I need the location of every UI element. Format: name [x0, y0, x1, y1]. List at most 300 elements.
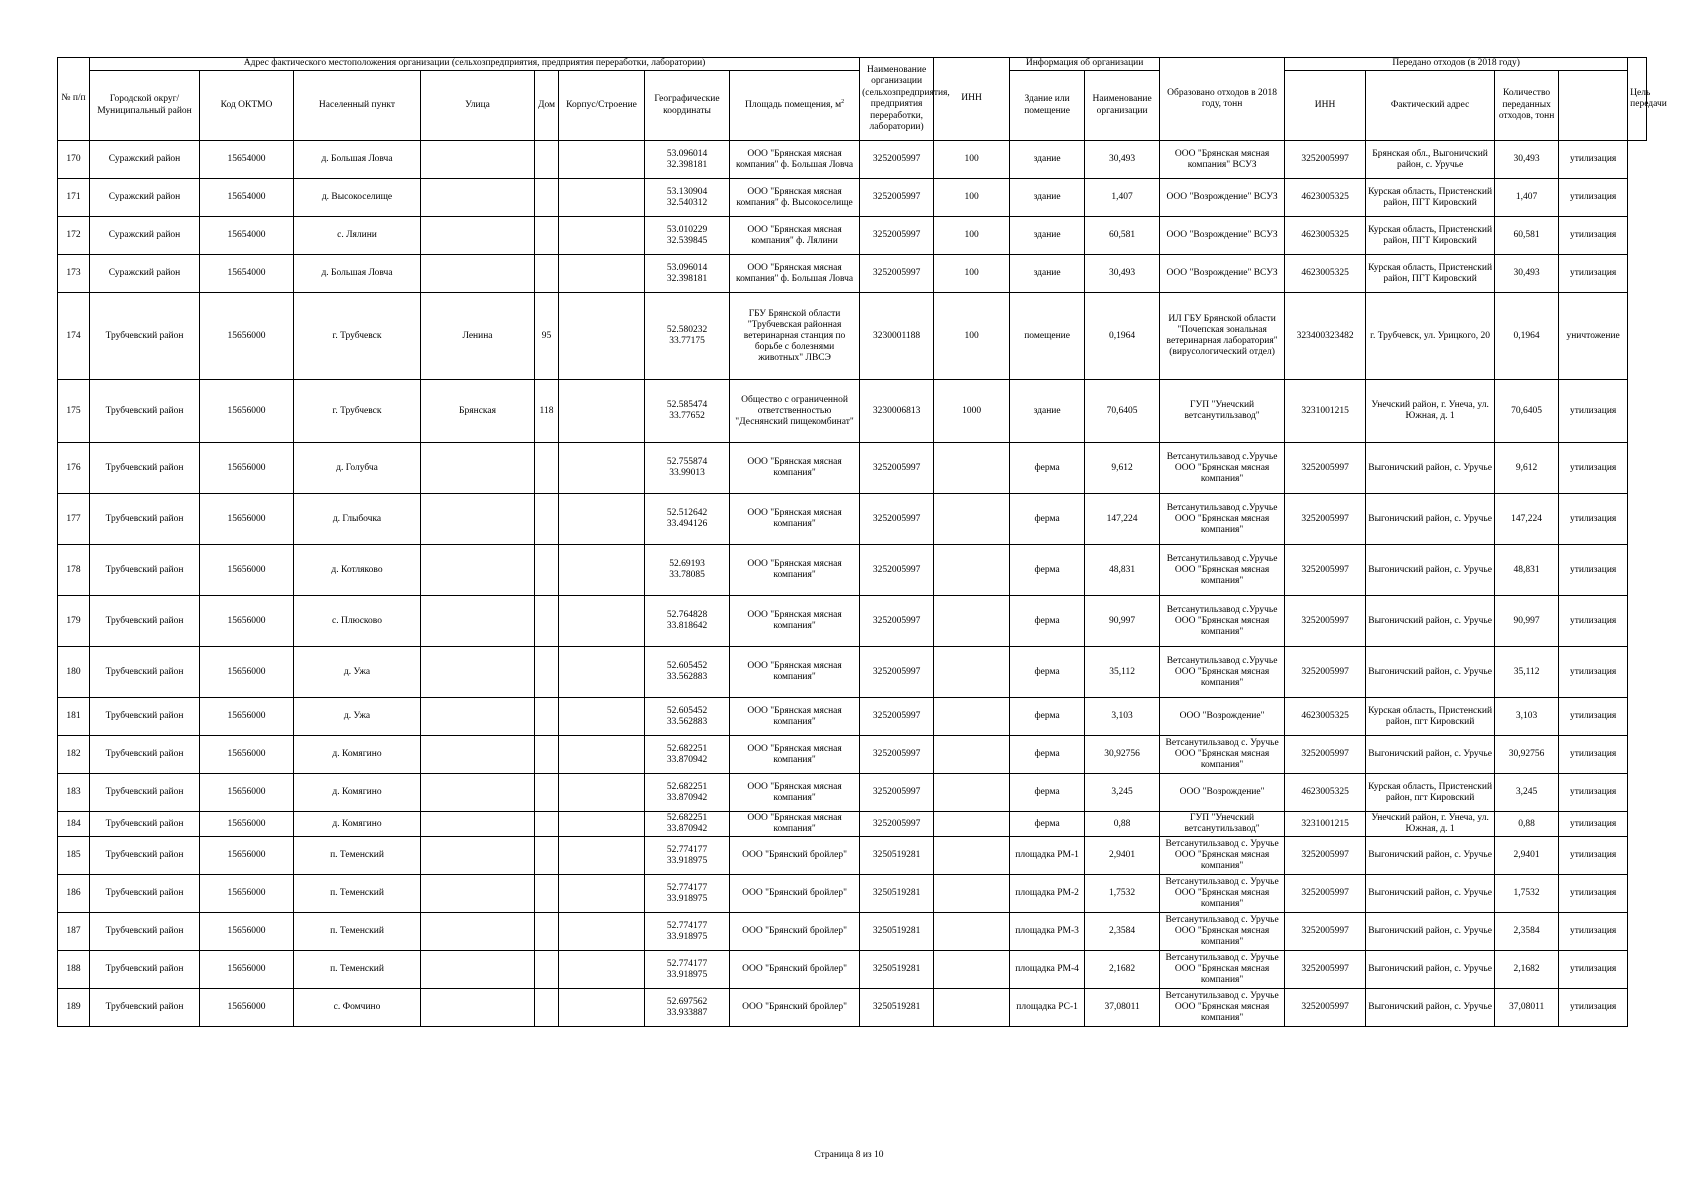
- cell-settlement: д. Большая Ловча: [294, 255, 421, 293]
- cell-n: 186: [58, 875, 90, 913]
- cell-area: [934, 443, 1010, 494]
- cell-oktmo: 15656000: [200, 494, 294, 545]
- table-row: [58, 255, 1647, 293]
- cell-premise: ферма: [1010, 596, 1085, 647]
- cell-district: Суражский район: [90, 179, 200, 217]
- cell-premise: площадка РМ-1: [1010, 837, 1085, 875]
- cell-recv: ООО "Возрождение" ВСУЗ: [1160, 217, 1285, 255]
- cell-n: 172: [58, 217, 90, 255]
- cell-n: 179: [58, 596, 90, 647]
- cell-lat: 53.096014: [666, 262, 708, 273]
- cell-area: 100: [934, 217, 1010, 255]
- cell-qty: 2,9401: [1495, 837, 1559, 875]
- cell-oktmo: 15656000: [200, 698, 294, 736]
- table-row: [58, 443, 1647, 494]
- cell-org: ООО "Брянский бройлер": [730, 951, 860, 989]
- cell-formed: 90,997: [1085, 596, 1160, 647]
- cell-formed: 2,3584: [1085, 913, 1160, 951]
- cell-street: Брянская: [421, 380, 535, 443]
- cell-recv-addr: Выгоничский район, с. Уручье: [1366, 875, 1495, 913]
- cell-recv-addr: Выгоничский район, с. Уручье: [1366, 443, 1495, 494]
- cell-recv-addr: г. Трубчевск, ул. Урицкого, 20: [1366, 293, 1495, 380]
- cell-coords: [645, 913, 730, 951]
- cell-area: [934, 698, 1010, 736]
- cell-oktmo: 15656000: [200, 875, 294, 913]
- cell-n: 183: [58, 774, 90, 812]
- cell-formed: 48,831: [1085, 545, 1160, 596]
- cell-n: 180: [58, 647, 90, 698]
- cell-house: [535, 179, 559, 217]
- cell-coords: [645, 217, 730, 255]
- cell-formed: 2,1682: [1085, 951, 1160, 989]
- cell-purpose: утилизация: [1559, 913, 1628, 951]
- cell-n: 176: [58, 443, 90, 494]
- cell-formed: 30,493: [1085, 141, 1160, 179]
- cell-recv-inn: 3252005997: [1285, 837, 1366, 875]
- cell-recv-addr: Выгоничский район, с. Уручье: [1366, 989, 1495, 1027]
- cell-recv: Ветсанутильзавод с.Уручье ООО "Брянская мясная компания": [1160, 596, 1285, 647]
- cell-building: [559, 837, 645, 875]
- cell-org: ООО "Брянская мясная компания" ф. Большая Ловча: [730, 255, 860, 293]
- cell-settlement: с. Фомчино: [294, 989, 421, 1027]
- cell-premise: ферма: [1010, 494, 1085, 545]
- cell-district: Трубчевский район: [90, 494, 200, 545]
- cell-house: [535, 494, 559, 545]
- cell-settlement: д. Комягино: [294, 812, 421, 837]
- cell-recv-addr: Курская область, Пристенский район, ПГТ Кировский: [1366, 179, 1495, 217]
- header-num: № п/п: [58, 58, 90, 141]
- cell-house: [535, 774, 559, 812]
- cell-coords: [645, 596, 730, 647]
- cell-building: [559, 951, 645, 989]
- cell-recv-inn: 4623005325: [1285, 179, 1366, 217]
- cell-purpose: утилизация: [1559, 698, 1628, 736]
- cell-lat: 52.69193: [669, 559, 705, 569]
- cell-n: 173: [58, 255, 90, 293]
- cell-recv-addr: Курская область, Пристенский район, пгт Кировский: [1366, 774, 1495, 812]
- cell-building: [559, 774, 645, 812]
- cell-inn: 3252005997: [860, 255, 934, 293]
- cell-building: [559, 698, 645, 736]
- cell-oktmo: 15654000: [200, 217, 294, 255]
- cell-premise: здание: [1010, 255, 1085, 293]
- cell-purpose: утилизация: [1559, 812, 1628, 837]
- cell-house: [535, 989, 559, 1027]
- cell-district: Суражский район: [90, 217, 200, 255]
- cell-house: [535, 951, 559, 989]
- cell-qty: 9,612: [1495, 443, 1559, 494]
- cell-recv-addr: Выгоничский район, с. Уручье: [1366, 545, 1495, 596]
- cell-org: ООО "Брянская мясная компания": [730, 494, 860, 545]
- cell-oktmo: 15656000: [200, 596, 294, 647]
- cell-n: 187: [58, 913, 90, 951]
- cell-premise: ферма: [1010, 647, 1085, 698]
- cell-recv-inn: 4623005325: [1285, 698, 1366, 736]
- cell-house: 118: [535, 380, 559, 443]
- cell-coords: [645, 293, 730, 380]
- cell-recv-addr: Выгоничский район, с. Уручье: [1366, 913, 1495, 951]
- cell-lon: 33.933887: [666, 1007, 708, 1018]
- cell-recv-addr: Выгоничский район, с. Уручье: [1366, 951, 1495, 989]
- cell-qty: 1,7532: [1495, 875, 1559, 913]
- cell-lon: 33.818642: [666, 621, 708, 631]
- cell-street: [421, 494, 535, 545]
- cell-recv: Ветсанутильзавод с. Уручье ООО "Брянская мясная компания": [1160, 951, 1285, 989]
- cell-building: [559, 443, 645, 494]
- cell-premise: ферма: [1010, 545, 1085, 596]
- cell-inn: 3252005997: [860, 774, 934, 812]
- cell-recv-inn: 3252005997: [1285, 951, 1366, 989]
- cell-settlement: д. Комягино: [294, 774, 421, 812]
- cell-building: [559, 255, 645, 293]
- cell-district: Трубчевский район: [90, 293, 200, 380]
- cell-street: [421, 837, 535, 875]
- cell-premise: площадка РМ-4: [1010, 951, 1085, 989]
- cell-oktmo: 15654000: [200, 179, 294, 217]
- cell-area: 100: [934, 141, 1010, 179]
- cell-lon: 33.77175: [669, 336, 705, 346]
- cell-n: 174: [58, 293, 90, 380]
- cell-formed: 30,493: [1085, 255, 1160, 293]
- cell-street: [421, 255, 535, 293]
- cell-purpose: утилизация: [1559, 951, 1628, 989]
- cell-inn: 3250519281: [860, 875, 934, 913]
- cell-street: [421, 647, 535, 698]
- header-recv-addr: Фактический адрес: [1366, 71, 1495, 141]
- cell-coords: [645, 494, 730, 545]
- cell-formed: 1,7532: [1085, 875, 1160, 913]
- cell-recv: Ветсанутильзавод с. Уручье ООО "Брянская мясная компания": [1160, 913, 1285, 951]
- cell-n: 178: [58, 545, 90, 596]
- cell-qty: 0,1964: [1495, 293, 1559, 380]
- cell-purpose: утилизация: [1559, 141, 1628, 179]
- cell-coords: [645, 443, 730, 494]
- cell-qty: 2,1682: [1495, 951, 1559, 989]
- cell-recv-addr: Унечский район, г. Унеча, ул. Южная, д. 1: [1366, 812, 1495, 837]
- cell-area: [934, 875, 1010, 913]
- cell-n: 182: [58, 736, 90, 774]
- cell-area: [934, 545, 1010, 596]
- cell-area: [934, 989, 1010, 1027]
- cell-recv: ООО "Возрождение" ВСУЗ: [1160, 179, 1285, 217]
- cell-recv: Ветсанутильзавод с. Уручье ООО "Брянская мясная компания": [1160, 736, 1285, 774]
- cell-area: [934, 913, 1010, 951]
- cell-coords: [645, 141, 730, 179]
- header-group-transferred: Передано отходов (в 2018 году): [1285, 58, 1628, 71]
- cell-n: 185: [58, 837, 90, 875]
- cell-street: [421, 141, 535, 179]
- cell-house: [535, 217, 559, 255]
- header-group-org-info: Информация об организации: [1010, 58, 1160, 71]
- table-row: [58, 596, 1647, 647]
- cell-oktmo: 15656000: [200, 989, 294, 1027]
- cell-oktmo: 15656000: [200, 774, 294, 812]
- cell-area: [934, 812, 1010, 837]
- cell-formed: 1,407: [1085, 179, 1160, 217]
- cell-street: [421, 698, 535, 736]
- cell-formed: 3,103: [1085, 698, 1160, 736]
- cell-purpose: утилизация: [1559, 647, 1628, 698]
- cell-coords: [645, 255, 730, 293]
- cell-recv-addr: Выгоничский район, с. Уручье: [1366, 494, 1495, 545]
- cell-qty: 60,581: [1495, 217, 1559, 255]
- cell-qty: 30,92756: [1495, 736, 1559, 774]
- cell-lat: 52.682251: [666, 813, 708, 823]
- table-body: [58, 141, 1647, 1027]
- cell-district: Трубчевский район: [90, 989, 200, 1027]
- table-row: [58, 951, 1647, 989]
- cell-house: [535, 545, 559, 596]
- cell-org: ООО "Брянская мясная компания": [730, 647, 860, 698]
- cell-inn: 3252005997: [860, 179, 934, 217]
- cell-inn: 3252005997: [860, 596, 934, 647]
- cell-oktmo: 15656000: [200, 736, 294, 774]
- header-oktmo: Код ОКТМО: [200, 71, 294, 141]
- cell-purpose: утилизация: [1559, 736, 1628, 774]
- cell-building: [559, 179, 645, 217]
- cell-house: [535, 647, 559, 698]
- table-row: [58, 217, 1647, 255]
- cell-formed: 37,08011: [1085, 989, 1160, 1027]
- cell-street: [421, 913, 535, 951]
- cell-coords: [645, 736, 730, 774]
- cell-district: Трубчевский район: [90, 545, 200, 596]
- cell-recv: Ветсанутильзавод с.Уручье ООО "Брянская мясная компания": [1160, 494, 1285, 545]
- cell-org: ООО "Брянская мясная компания": [730, 443, 860, 494]
- cell-house: [535, 875, 559, 913]
- cell-lat: 52.774177: [666, 844, 708, 855]
- cell-premise: ферма: [1010, 774, 1085, 812]
- cell-building: [559, 989, 645, 1027]
- cell-recv-inn: 3252005997: [1285, 989, 1366, 1027]
- cell-recv-inn: 3252005997: [1285, 545, 1366, 596]
- waste-table: [57, 57, 1667, 1027]
- cell-settlement: г. Трубчевск: [294, 380, 421, 443]
- cell-district: Трубчевский район: [90, 698, 200, 736]
- cell-street: [421, 596, 535, 647]
- cell-recv-inn: 323400323482: [1285, 293, 1366, 380]
- cell-building: [559, 141, 645, 179]
- cell-n: 184: [58, 812, 90, 837]
- cell-lon: 33.78085: [669, 570, 705, 580]
- cell-formed: 0,1964: [1085, 293, 1160, 380]
- document-page: [57, 57, 1667, 1027]
- cell-district: Трубчевский район: [90, 736, 200, 774]
- cell-qty: 0,88: [1495, 812, 1559, 837]
- cell-recv: Ветсанутильзавод с. Уручье ООО "Брянская мясная компания": [1160, 837, 1285, 875]
- cell-street: [421, 875, 535, 913]
- cell-lon: 32.540312: [666, 197, 708, 208]
- cell-district: Трубчевский район: [90, 812, 200, 837]
- header-district: Городской округ/Муниципальный район: [90, 71, 200, 141]
- cell-formed: 0,88: [1085, 812, 1160, 837]
- cell-inn: 3250519281: [860, 951, 934, 989]
- cell-qty: 90,997: [1495, 596, 1559, 647]
- cell-district: Трубчевский район: [90, 647, 200, 698]
- cell-recv-addr: Унечский район, г. Унеча, ул. Южная, д. 1: [1366, 380, 1495, 443]
- cell-recv-inn: 4623005325: [1285, 774, 1366, 812]
- cell-purpose: утилизация: [1559, 545, 1628, 596]
- cell-settlement: д. Глыбочка: [294, 494, 421, 545]
- cell-lon: 33.77652: [669, 411, 705, 421]
- cell-settlement: д. Ужа: [294, 647, 421, 698]
- cell-premise: здание: [1010, 141, 1085, 179]
- cell-org: ООО "Брянская мясная компания": [730, 774, 860, 812]
- cell-formed: 70,6405: [1085, 380, 1160, 443]
- table-row: [58, 812, 1647, 837]
- cell-premise: здание: [1010, 380, 1085, 443]
- cell-coords: [645, 951, 730, 989]
- cell-inn: 3250519281: [860, 913, 934, 951]
- cell-qty: 3,245: [1495, 774, 1559, 812]
- cell-area: 1000: [934, 380, 1010, 443]
- cell-n: 189: [58, 989, 90, 1027]
- cell-oktmo: 15654000: [200, 255, 294, 293]
- cell-settlement: с. Плюсково: [294, 596, 421, 647]
- cell-coords: [645, 989, 730, 1027]
- cell-building: [559, 596, 645, 647]
- cell-lon: 32.398181: [666, 273, 708, 284]
- table-row: [58, 736, 1647, 774]
- cell-qty: 147,224: [1495, 494, 1559, 545]
- cell-recv-addr: Брянская обл., Выгоничский район, с. Уручье: [1366, 141, 1495, 179]
- table-row: [58, 494, 1647, 545]
- cell-oktmo: 15656000: [200, 293, 294, 380]
- table-row: [58, 774, 1647, 812]
- cell-purpose: утилизация: [1559, 596, 1628, 647]
- cell-street: [421, 736, 535, 774]
- cell-area: 100: [934, 255, 1010, 293]
- cell-formed: 35,112: [1085, 647, 1160, 698]
- cell-premise: здание: [1010, 217, 1085, 255]
- cell-formed: 60,581: [1085, 217, 1160, 255]
- cell-area: 100: [934, 293, 1010, 380]
- cell-lon: 33.562883: [666, 716, 708, 727]
- cell-inn: 3252005997: [860, 812, 934, 837]
- cell-building: [559, 217, 645, 255]
- cell-premise: ферма: [1010, 443, 1085, 494]
- cell-inn: 3230006813: [860, 380, 934, 443]
- cell-recv-inn: 3252005997: [1285, 596, 1366, 647]
- cell-org: ООО "Брянская мясная компания": [730, 812, 860, 837]
- cell-oktmo: 15656000: [200, 545, 294, 596]
- cell-coords: [645, 837, 730, 875]
- cell-settlement: д. Большая Ловча: [294, 141, 421, 179]
- cell-formed: 30,92756: [1085, 736, 1160, 774]
- cell-org: Общество с ограниченной ответственностью "Деснянский пищекомбинат": [730, 380, 860, 443]
- cell-house: [535, 736, 559, 774]
- cell-recv: Ветсанутильзавод с.Уручье ООО "Брянская мясная компания": [1160, 647, 1285, 698]
- cell-qty: 3,103: [1495, 698, 1559, 736]
- cell-lon: 33.918975: [666, 969, 708, 980]
- cell-building: [559, 494, 645, 545]
- cell-district: Трубчевский район: [90, 596, 200, 647]
- cell-lon: 33.870942: [666, 824, 708, 834]
- cell-building: [559, 875, 645, 913]
- cell-premise: здание: [1010, 179, 1085, 217]
- cell-coords: [645, 875, 730, 913]
- cell-coords: [645, 812, 730, 837]
- cell-org: ООО "Брянский бройлер": [730, 875, 860, 913]
- cell-settlement: д. Высокоселище: [294, 179, 421, 217]
- cell-district: Трубчевский район: [90, 380, 200, 443]
- cell-district: Трубчевский район: [90, 837, 200, 875]
- cell-coords: [645, 380, 730, 443]
- cell-street: [421, 545, 535, 596]
- cell-district: Трубчевский район: [90, 951, 200, 989]
- cell-area: [934, 494, 1010, 545]
- cell-premise: ферма: [1010, 698, 1085, 736]
- cell-area: [934, 774, 1010, 812]
- cell-purpose: утилизация: [1559, 443, 1628, 494]
- cell-lat: 52.605452: [666, 705, 708, 716]
- cell-house: [535, 596, 559, 647]
- cell-purpose: утилизация: [1559, 837, 1628, 875]
- cell-qty: 37,08011: [1495, 989, 1559, 1027]
- cell-recv: Ветсанутильзавод с. Уручье ООО "Брянская мясная компания": [1160, 875, 1285, 913]
- cell-recv-inn: 3252005997: [1285, 913, 1366, 951]
- cell-lat: 53.130904: [666, 186, 708, 197]
- cell-street: [421, 951, 535, 989]
- cell-district: Трубчевский район: [90, 913, 200, 951]
- cell-purpose: утилизация: [1559, 255, 1628, 293]
- cell-purpose: утилизация: [1559, 989, 1628, 1027]
- cell-formed: 9,612: [1085, 443, 1160, 494]
- cell-settlement: д. Голубча: [294, 443, 421, 494]
- cell-lat: 52.512642: [666, 508, 708, 518]
- cell-formed: 147,224: [1085, 494, 1160, 545]
- cell-n: 177: [58, 494, 90, 545]
- header-house: Дом: [535, 71, 559, 141]
- cell-inn: 3250519281: [860, 989, 934, 1027]
- cell-district: Трубчевский район: [90, 875, 200, 913]
- header-street: Улица: [421, 71, 535, 141]
- cell-building: [559, 380, 645, 443]
- cell-recv-inn: 3252005997: [1285, 875, 1366, 913]
- cell-lat: 52.774177: [666, 958, 708, 969]
- cell-recv: Ветсанутильзавод с.Уручье ООО "Брянская мясная компания": [1160, 545, 1285, 596]
- cell-coords: [645, 545, 730, 596]
- cell-org: ООО "Брянская мясная компания": [730, 736, 860, 774]
- header-purpose: Цель передачи: [1628, 58, 1647, 141]
- cell-coords: [645, 179, 730, 217]
- cell-inn: 3252005997: [860, 217, 934, 255]
- cell-org: ООО "Брянский бройлер": [730, 837, 860, 875]
- header-coords: Географические координаты: [645, 71, 730, 141]
- cell-qty: 1,407: [1495, 179, 1559, 217]
- cell-qty: 30,493: [1495, 255, 1559, 293]
- cell-coords: [645, 774, 730, 812]
- cell-purpose: утилизация: [1559, 380, 1628, 443]
- cell-street: [421, 179, 535, 217]
- header-building: Корпус/Строение: [559, 71, 645, 141]
- cell-lat: 52.605452: [666, 661, 708, 671]
- cell-lon: 33.562883: [666, 672, 708, 682]
- cell-recv: Ветсанутильзавод с. Уручье ООО "Брянская мясная компания": [1160, 989, 1285, 1027]
- cell-recv-inn: 3231001215: [1285, 812, 1366, 837]
- cell-inn: 3252005997: [860, 647, 934, 698]
- cell-qty: 2,3584: [1495, 913, 1559, 951]
- table-row: [58, 179, 1647, 217]
- cell-settlement: д. Ужа: [294, 698, 421, 736]
- cell-recv: ГУП "Унечский ветсанутильзавод": [1160, 380, 1285, 443]
- cell-n: 188: [58, 951, 90, 989]
- cell-oktmo: 15656000: [200, 951, 294, 989]
- cell-oktmo: 15656000: [200, 812, 294, 837]
- cell-building: [559, 913, 645, 951]
- cell-street: Ленина: [421, 293, 535, 380]
- cell-coords: [645, 698, 730, 736]
